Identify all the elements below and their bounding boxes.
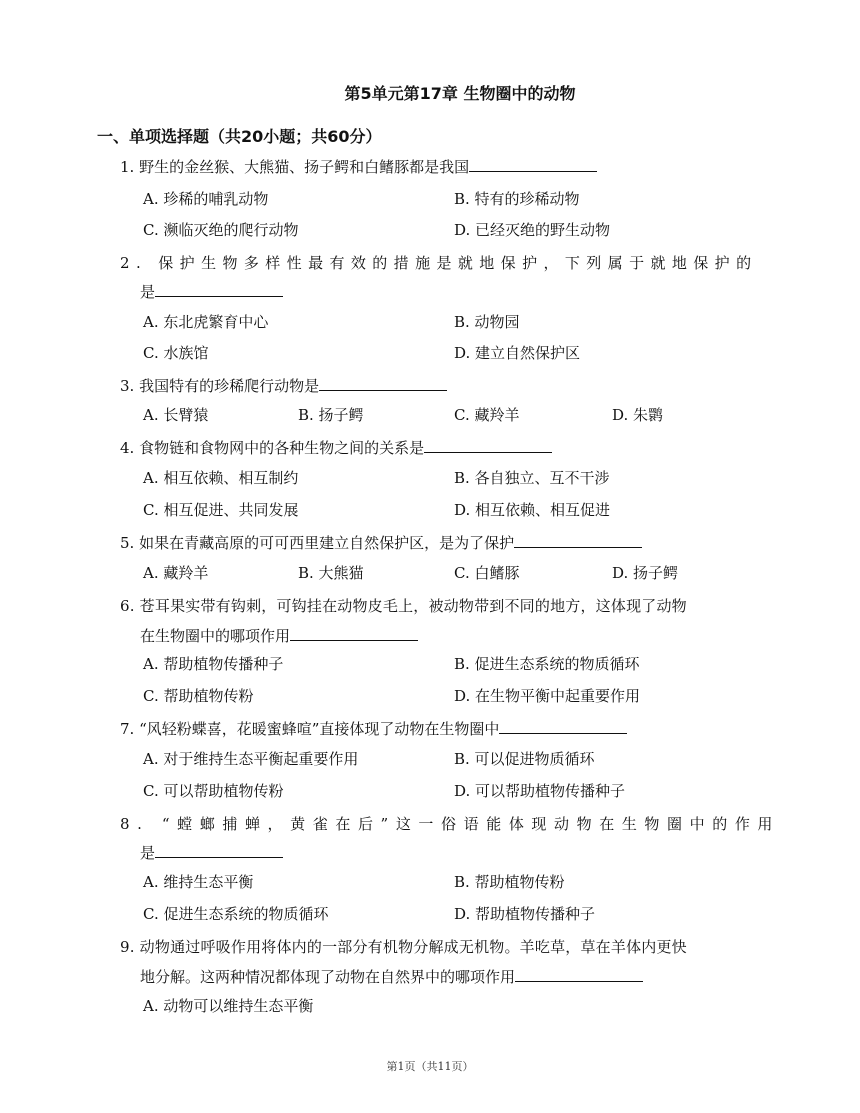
q2-option-d: D. 建立自然保护区 [454, 344, 581, 362]
question-3 [120, 376, 447, 396]
q6-option-c: C. 帮助植物传粉 [143, 687, 254, 705]
q8-option-d: D. 帮助植物传播种子 [454, 905, 596, 923]
question-8-text: 8. “螳螂捕蝉，黄雀在后”这一俗语能体现动物在生物圈中的作用 [120, 815, 781, 833]
page-footer: 第1页（共11页） [386, 1060, 474, 1073]
q2-option-c: C. 水族馆 [143, 344, 209, 362]
q9-option-a: A. 动物可以维持生态平衡 [143, 997, 314, 1015]
q8-option-b: B. 帮助植物传粉 [454, 873, 565, 891]
answer-blank [515, 967, 643, 982]
question-5 [120, 533, 642, 553]
q5-option-b: B. 大熊猫 [298, 564, 364, 582]
q1-option-c: C. 濒临灭绝的爬行动物 [143, 221, 299, 239]
answer-blank [155, 843, 283, 858]
answer-blank [514, 533, 642, 548]
question-9-text: 9. 动物通过呼吸作用将体内的一部分有机物分解成无机物。羊吃草，草在羊体内更快 [120, 938, 687, 956]
q7-option-a: A. 对于维持生态平衡起重要作用 [143, 750, 359, 768]
q3-option-d: D. 朱鹮 [612, 406, 664, 424]
q5-option-a: A. 藏羚羊 [143, 564, 209, 582]
section-title: 一、单项选择题（共20小题；共60分） [97, 127, 382, 146]
q2-option-b: B. 动物园 [454, 313, 520, 331]
question-7-text: 7. “风轻粉蝶喜，花暖蜜蜂喧”直接体现了动物在生物圈中 [120, 720, 500, 738]
question-4 [120, 438, 552, 458]
question-5-text: 5. 如果在青藏高原的可可西里建立自然保护区，是为了保护 [120, 534, 515, 552]
q4-option-b: B. 各自独立、互不干涉 [454, 469, 610, 487]
q7-option-c: C. 可以帮助植物传粉 [143, 782, 284, 800]
q7-option-d: D. 可以帮助植物传播种子 [454, 782, 626, 800]
q2-option-a: A. 东北虎繁育中心 [143, 313, 269, 331]
answer-blank [424, 438, 552, 453]
answer-blank [155, 282, 283, 297]
question-9-cont [140, 967, 643, 987]
question-1-text: 1. 野生的金丝猴、大熊猫、扬子鳄和白鳍豚都是我国 [120, 158, 470, 176]
question-9-cont-text: 地分解。这两种情况都体现了动物在自然界中的哪项作用 [140, 968, 516, 986]
q1-option-d: D. 已经灭绝的野生动物 [454, 221, 611, 239]
q8-option-a: A. 维持生态平衡 [143, 873, 254, 891]
q4-option-a: A. 相互依赖、相互制约 [143, 469, 299, 487]
question-8-cont [140, 843, 283, 863]
answer-blank [290, 626, 418, 641]
q7-option-b: B. 可以促进物质循环 [454, 750, 595, 768]
q1-option-a: A. 珍稀的哺乳动物 [143, 190, 269, 208]
q5-option-d: D. 扬子鳄 [612, 564, 679, 582]
question-6-cont [140, 626, 418, 646]
answer-blank [319, 376, 447, 391]
q4-option-c: C. 相互促进、共同发展 [143, 501, 299, 519]
question-6-text: 6. 苍耳果实带有钩刺，可钩挂在动物皮毛上，被动物带到不同的地方，这体现了动物 [120, 597, 687, 615]
question-2-cont-text: 是 [140, 283, 156, 301]
question-6-cont-text: 在生物圈中的哪项作用 [140, 627, 291, 645]
q1-option-b: B. 特有的珍稀动物 [454, 190, 580, 208]
q4-option-d: D. 相互依赖、相互促进 [454, 501, 611, 519]
answer-blank [499, 719, 627, 734]
q6-option-d: D. 在生物平衡中起重要作用 [454, 687, 641, 705]
q6-option-a: A. 帮助植物传播种子 [143, 655, 284, 673]
question-7 [120, 719, 627, 739]
page-title: 第5单元第17章 生物圈中的动物 [344, 84, 576, 103]
q5-option-c: C. 白鳍豚 [454, 564, 520, 582]
question-1 [120, 157, 597, 177]
q3-option-c: C. 藏羚羊 [454, 406, 520, 424]
question-8-cont-text: 是 [140, 844, 156, 862]
q6-option-b: B. 促进生态系统的物质循环 [454, 655, 640, 673]
answer-blank [469, 157, 597, 172]
question-4-text: 4. 食物链和食物网中的各种生物之间的关系是 [120, 439, 425, 457]
question-3-text: 3. 我国特有的珍稀爬行动物是 [120, 377, 320, 395]
q3-option-b: B. 扬子鳄 [298, 406, 364, 424]
q8-option-c: C. 促进生态系统的物质循环 [143, 905, 329, 923]
question-2-text: 2. 保护生物多样性最有效的措施是就地保护，下列属于就地保护的 [120, 254, 758, 272]
q3-option-a: A. 长臂猿 [143, 406, 209, 424]
question-2-cont [140, 282, 283, 302]
